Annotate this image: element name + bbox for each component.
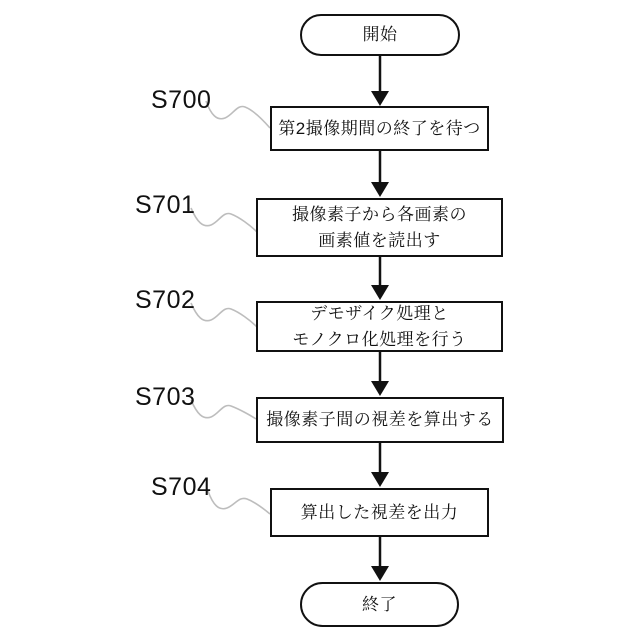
- step-label-s700: S700: [151, 86, 212, 114]
- squiggle-s703: [191, 400, 256, 419]
- start-terminator: 開始: [300, 14, 460, 56]
- arrow-s700-to-s701: [371, 151, 389, 197]
- arrow-start-to-s700: [371, 55, 389, 106]
- squiggle-s701: [191, 208, 257, 232]
- step-label-s701: S701: [135, 191, 196, 219]
- step-label-s704: S704: [151, 473, 212, 501]
- process-box-s702: デモザイク処理と モノクロ化処理を行う: [256, 301, 503, 352]
- process-box-s701: 撮像素子から各画素の 画素値を読出す: [256, 198, 503, 257]
- arrow-s704-to-end: [371, 537, 389, 581]
- end-terminator: 終了: [300, 582, 459, 627]
- arrow-s703-to-s704: [371, 443, 389, 487]
- process-box-s700: 第2撮像期間の終了を待つ: [270, 106, 489, 151]
- squiggle-s700: [206, 101, 270, 128]
- step-label-s702: S702: [135, 286, 196, 314]
- process-box-s703: 撮像素子間の視差を算出する: [256, 397, 504, 443]
- step-label-s703: S703: [135, 383, 196, 411]
- squiggle-s704: [208, 491, 270, 514]
- arrow-s702-to-s703: [371, 352, 389, 396]
- process-box-s704: 算出した視差を出力: [270, 488, 489, 537]
- squiggle-s702: [191, 303, 257, 327]
- arrow-s701-to-s702: [371, 257, 389, 300]
